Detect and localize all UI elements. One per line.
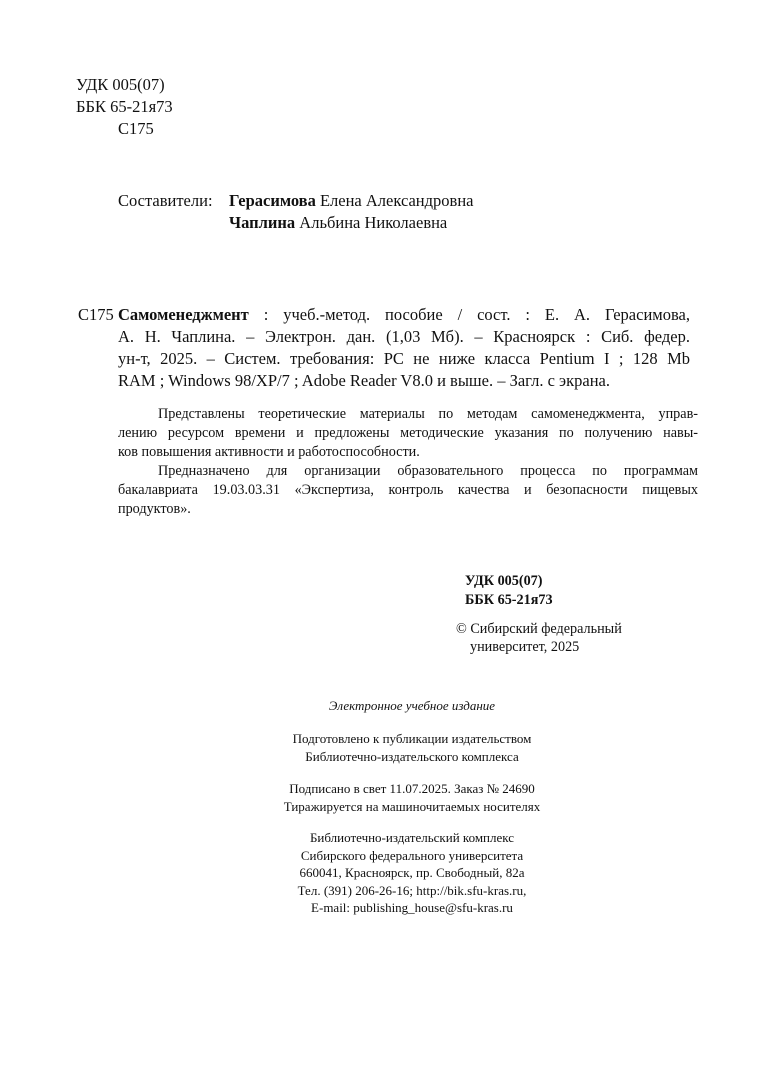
abstract-paragraph-2 <box>118 462 698 519</box>
bibliographic-line-2: А. Н. Чаплина. – Электрон. дан. (1,03 Мб). – Красноярск : Сиб. федер. <box>118 327 690 346</box>
compiler-2 <box>229 212 447 234</box>
abstract-p2-line-3: продуктов». <box>118 501 191 517</box>
prepared-block <box>200 730 624 765</box>
abstract-p1-line-1: Представлены теоретические материалы по методам самоменеджмента, управ- <box>158 406 698 422</box>
abstract-p1-line-3: ков повышения активности и работоспособности. <box>118 444 420 460</box>
replicated-line: Тиражируется на машиночитаемых носителях <box>283 798 541 814</box>
signed-line: Подписано в свет 11.07.2025. Заказ № 24690 <box>289 781 535 796</box>
abstract-p1-line-2: лению ресурсом времени и предложены методические указания по получению навы- <box>118 425 698 441</box>
publisher-email: E-mail: publishing_house@sfu-kras.ru <box>311 900 513 915</box>
udk-footer: УДК 005(07) <box>465 573 543 589</box>
copyright-line-1: © Сибирский федеральный <box>456 621 622 637</box>
prepared-line-2: Библиотечно-издательского комплекса <box>305 748 519 764</box>
abstract-p2-line-1: Предназначено для организации образовательного процесса по программам <box>158 463 698 479</box>
publisher-phone: Тел. (391) 206-26-16; http://bik.sfu-kras.ru, <box>297 882 527 898</box>
edition-type: Электронное учебное издание <box>328 698 496 713</box>
bibliographic-line-1: Самоменеджмент : учеб.-метод. пособие / сост. : Е. А. Герасимова, <box>118 305 690 324</box>
compiler-1 <box>229 190 473 212</box>
bibliographic-line-3: ун-т, 2025. – Систем. требования: PC не ниже класса Pentium I ; 128 Mb <box>118 349 690 368</box>
bibliographic-line-4: RAM ; Windows 98/XP/7 ; Adobe Reader V8.0 и выше. – Загл. с экрана. <box>118 371 610 390</box>
bbk-header: ББК 65-21я73 <box>76 97 173 116</box>
bibliographic-code: С175 <box>78 305 114 324</box>
publisher-line-1: Библиотечно-издательский комплекс <box>309 830 515 845</box>
prepared-line-1: Подготовлено к публикации издательством <box>292 731 532 746</box>
copyright-line-2: университет, 2025 <box>470 639 580 655</box>
publisher-address: 660041, Красноярск, пр. Свободный, 82а <box>299 865 525 880</box>
bbk-footer: ББК 65-21я73 <box>465 592 553 608</box>
compiler-2-lastname: Чаплина <box>229 213 296 232</box>
publisher-block <box>200 829 624 917</box>
compiler-1-name: Елена Александровна <box>315 191 474 210</box>
compiler-2-name: Альбина Николаевна <box>295 213 448 232</box>
book-title: Самоменеджмент <box>118 305 249 324</box>
compilers-label: Составители: <box>118 191 213 210</box>
publisher-line-2: Сибирского федерального университета <box>300 847 524 863</box>
author-code: С175 <box>118 119 154 138</box>
abstract-p2-line-2: бакалавриата 19.03.03.31 «Экспертиза, контроль качества и безопасности пищевых <box>118 482 698 498</box>
compiler-1-lastname: Герасимова <box>229 191 316 210</box>
abstract-paragraph-1 <box>118 405 698 462</box>
udk-header: УДК 005(07) <box>76 75 165 94</box>
bibliographic-text <box>118 304 690 392</box>
signed-block <box>200 780 624 815</box>
